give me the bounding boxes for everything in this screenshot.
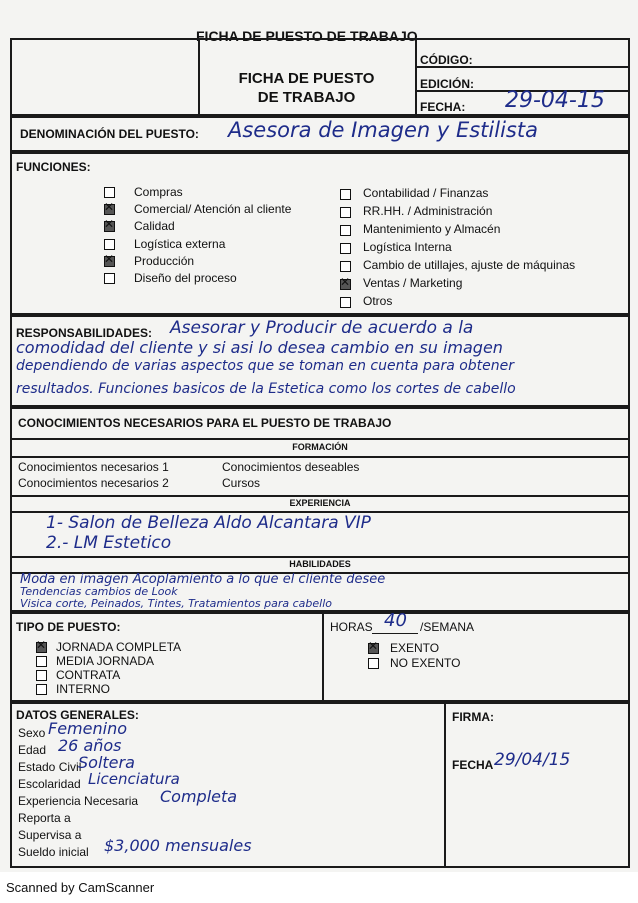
checkbox-compras[interactable] <box>104 187 115 198</box>
funcion-ventas-label: Ventas / Marketing <box>363 276 463 290</box>
semana-label: /SEMANA <box>420 620 475 634</box>
tipo-puesto-label: TIPO DE PUESTO: <box>16 620 121 634</box>
sexo-value: Femenino <box>48 719 127 738</box>
header-title-line2: DE TRABAJO <box>257 89 356 106</box>
checkbox-media-jornada[interactable] <box>36 656 47 667</box>
habilidades-top-line <box>10 556 630 558</box>
experiencia-label: EXPERIENCIA <box>289 498 351 508</box>
escolaridad-label: Escolaridad <box>18 777 81 791</box>
datos-fecha-label: FECHA <box>452 758 494 772</box>
funcion-logistica-interna-label: Logística Interna <box>363 240 452 254</box>
experiencia-top-line <box>10 495 630 497</box>
funcion-contabilidad-label: Contabilidad / Finanzas <box>363 186 489 200</box>
experiencia-necesaria-value: Completa <box>160 787 238 806</box>
denominacion-value: Asesora de Imagen y Estilista <box>228 118 538 142</box>
habilidades-line-1: Moda en imagen Acoplamiento a lo que el cliente desee <box>20 572 386 587</box>
reporta-a-label: Reporta a <box>18 811 71 825</box>
checkbox-no-exento[interactable] <box>368 658 379 669</box>
experiencia-line-1: 1- Salon de Belleza Aldo Alcantara VIP <box>46 513 371 533</box>
fecha-label: FECHA: <box>420 100 466 114</box>
responsabilidades-line-4: resultados. Funciones basicos de la Estetica como los cortes de cabello <box>16 381 516 397</box>
jornada-completa-label: JORNADA COMPLETA <box>56 640 182 654</box>
conocimientos-label: CONOCIMIENTOS NECESARIOS PARA EL PUESTO DE TRABAJO <box>18 416 392 430</box>
funcion-otros-label: Otros <box>363 294 393 308</box>
checkbox-diseno-proceso[interactable] <box>104 273 115 284</box>
funcion-mantenimiento-label: Mantenimiento y Almacén <box>363 222 501 236</box>
responsabilidades-line-2: comodidad del cliente y si asi lo desea cambio en su imagen <box>16 338 503 357</box>
checkbox-mantenimiento[interactable] <box>340 225 351 236</box>
exento-label: EXENTO <box>390 641 440 655</box>
conocimientos-deseables: Conocimientos deseables <box>222 460 360 474</box>
habilidades-line-3: Visica corte, Peinados, Tintes, Tratamientos para cabello <box>20 597 333 610</box>
checkbox-interno[interactable] <box>36 684 47 695</box>
formacion-line <box>10 456 630 458</box>
habilidades-label: HABILIDADES <box>289 559 351 569</box>
codigo-label: CÓDIGO: <box>420 53 473 67</box>
funcion-calidad-label: Calidad <box>134 219 175 233</box>
habilidades-line-2: Tendencias cambios de Look <box>20 585 178 598</box>
funcion-diseno-proceso-label: Diseño del proceso <box>134 271 237 285</box>
denominacion-label: DENOMINACIÓN DEL PUESTO: <box>20 127 199 141</box>
header-fecha-value: 29-04-15 <box>505 88 605 113</box>
contrata-label: CONTRATA <box>56 668 121 682</box>
edad-label: Edad <box>18 743 47 757</box>
funcion-logistica-externa-label: Logística externa <box>134 237 226 251</box>
checkbox-jornada-completa[interactable] <box>36 642 47 653</box>
responsabilidades-label: RESPONSABILIDADES: <box>16 326 153 340</box>
experiencia-necesaria-label: Experiencia Necesaria <box>18 794 139 808</box>
experiencia-line-2: 2.- LM Estetico <box>46 533 172 553</box>
conocimientos-necesarios-1: Conocimientos necesarios 1 <box>18 460 169 474</box>
checkbox-exento[interactable] <box>368 643 379 654</box>
firma-label: FIRMA: <box>452 710 494 724</box>
tipo-puesto-divider <box>322 612 324 702</box>
conocimientos-top-line <box>10 438 630 440</box>
funcion-produccion-label: Producción <box>134 254 195 268</box>
estado-civil-value: Soltera <box>78 753 135 772</box>
checkbox-logistica-externa[interactable] <box>104 239 115 250</box>
funciones-box <box>10 152 630 315</box>
horas-label: HORAS <box>330 620 373 634</box>
funcion-comercial-label: Comercial/ Atención al cliente <box>134 202 292 216</box>
header-divider-right <box>415 38 417 116</box>
responsabilidades-line-3: dependiendo de varias aspectos que se toman en cuenta para obtener <box>16 358 515 374</box>
top-title: FICHA DE PUESTO DE TRABAJO <box>196 28 418 44</box>
datos-generales-label: DATOS GENERALES: <box>16 708 139 722</box>
funcion-compras-label: Compras <box>134 185 183 199</box>
conocimientos-cursos: Cursos <box>222 476 261 490</box>
datos-divider <box>444 702 446 868</box>
sueldo-inicial-label: Sueldo inicial <box>18 845 89 859</box>
funcion-rrhh-label: RR.HH. / Administración <box>363 204 493 218</box>
sexo-label: Sexo <box>18 726 46 740</box>
no-exento-label: NO EXENTO <box>390 656 461 670</box>
formacion-label: FORMACIÓN <box>292 442 348 452</box>
funcion-cambio-utillajes-label: Cambio de utillajes, ajuste de máquinas <box>363 258 576 272</box>
escolaridad-value: Licenciatura <box>88 770 180 788</box>
checkbox-rrhh[interactable] <box>340 207 351 218</box>
horas-underline <box>372 633 418 634</box>
estado-civil-label: Estado Civil <box>18 760 82 774</box>
checkbox-comercial[interactable] <box>104 204 115 215</box>
datos-fecha-value: 29/04/15 <box>494 750 571 770</box>
media-jornada-label: MEDIA JORNADA <box>56 654 155 668</box>
checkbox-produccion[interactable] <box>104 256 115 267</box>
checkbox-logistica-interna[interactable] <box>340 243 351 254</box>
checkbox-ventas[interactable] <box>340 279 351 290</box>
checkbox-calidad[interactable] <box>104 221 115 232</box>
checkbox-otros[interactable] <box>340 297 351 308</box>
supervisa-a-label: Supervisa a <box>18 828 82 842</box>
horas-value: 40 <box>384 610 407 631</box>
funciones-label: FUNCIONES: <box>16 160 91 174</box>
checkbox-contabilidad[interactable] <box>340 189 351 200</box>
interno-label: INTERNO <box>56 682 110 696</box>
conocimientos-necesarios-2: Conocimientos necesarios 2 <box>18 476 169 490</box>
responsabilidades-line-1: Asesorar y Producir de acuerdo a la <box>170 318 474 338</box>
sueldo-inicial-value: $3,000 mensuales <box>104 836 252 855</box>
checkbox-cambio-utillajes[interactable] <box>340 261 351 272</box>
header-title-line1: FICHA DE PUESTO <box>238 70 375 87</box>
checkbox-contrata[interactable] <box>36 670 47 681</box>
edicion-label: EDICIÓN: <box>420 77 474 91</box>
edad-value: 26 años <box>58 736 122 755</box>
scanner-footer: Scanned by CamScanner <box>6 880 155 895</box>
